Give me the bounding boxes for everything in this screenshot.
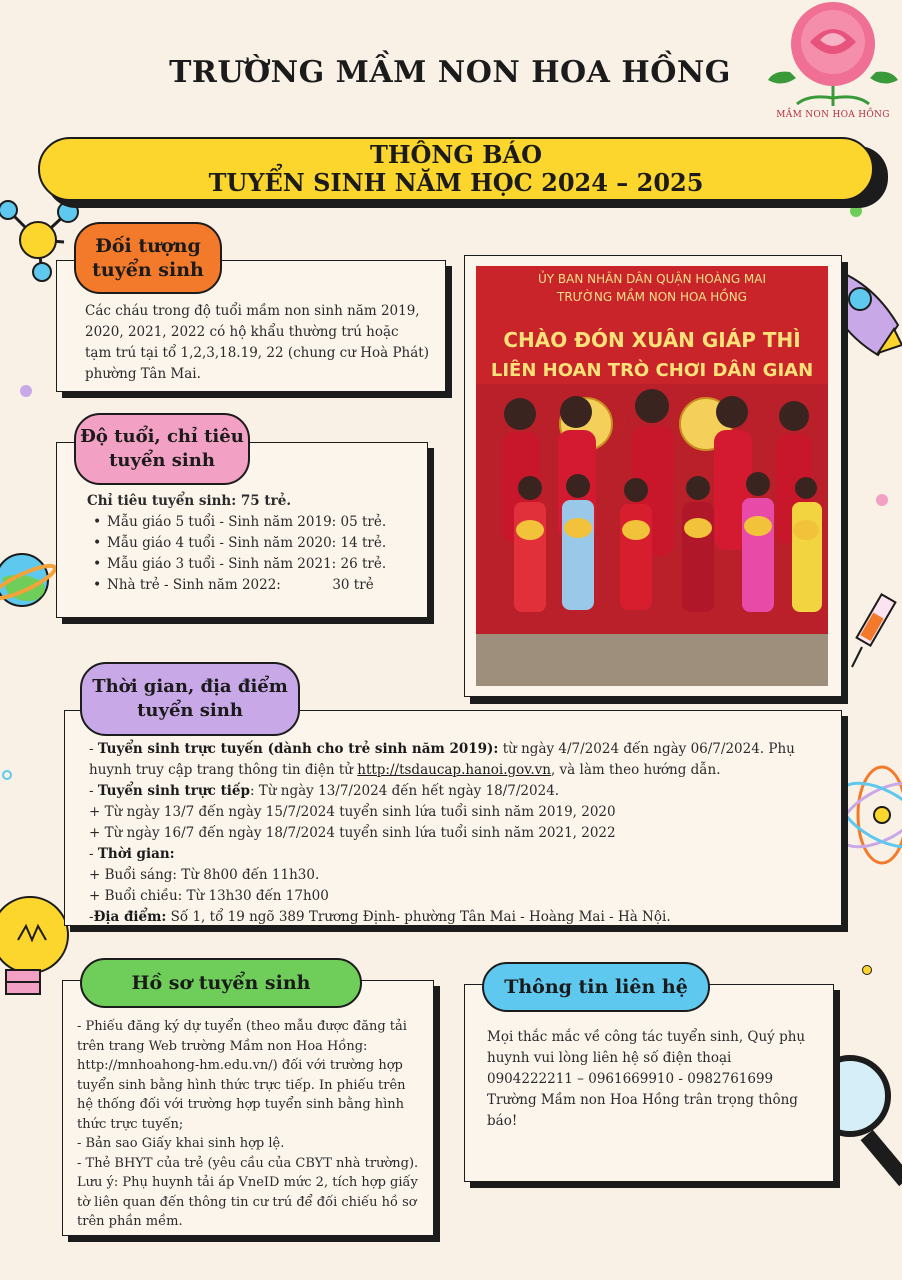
photo-caption-1: ỦY BAN NHÂN DÂN QUẬN HOÀNG MAI [537,272,767,286]
place-label: Địa điểm: [93,909,167,925]
documents-item-3: - Thẻ BHYT của trẻ (yêu cầu của CBYT nhà trường). [77,1155,419,1171]
photo-caption-2: TRƯỜNG MẦM NON HOA HỒNG [557,290,747,304]
online-url-link[interactable]: http://tsdaucap.hanoi.gov.vn [357,762,551,778]
event-photo [476,266,828,686]
dot-decoration [20,385,32,397]
quota-item: • Mẫu giáo 4 tuổi - Sinh năm 2020: 14 trẻ. [87,533,415,554]
photo-caption-4: LIÊN HOAN TRÒ CHƠI DÂN GIAN [490,360,814,381]
quota-tag-line-1: Độ tuổi, chỉ tiêu [80,426,244,447]
planet-decoration [0,540,60,620]
direct-period-1: + Từ ngày 13/7 đến ngày 15/7/2024 tuyển sinh lứa tuổi sinh năm 2019, 2020 [89,804,616,820]
quota-tag-line-2: tuyển sinh [109,450,215,471]
direct-period-2: + Từ ngày 16/7 đến ngày 18/7/2024 tuyển sinh lứa tuổi sinh năm 2021, 2022 [89,825,616,841]
documents-item-2: - Bản sao Giấy khai sinh hợp lệ. [77,1136,285,1151]
documents-note: Lưu ý: Phụ huynh tải áp VneID mức 2, tích hợp giấy tờ liên quan đến thông tin cư trú để đối chiếu hồ sơ trên phần mềm. [77,1175,418,1229]
contact-box [464,984,834,1182]
target-tag-line-1: Đối tượng [95,235,201,257]
online-label: Tuyển sinh trực tuyến (dành cho trẻ sinh năm 2019): [97,741,499,757]
quota-tag [74,413,250,485]
photo-number: 2 [616,411,629,435]
dot-decoration [876,494,888,506]
syringe-decoration [850,585,902,675]
documents-tag [80,958,362,1008]
online-tail: , và làm theo hướng dẫn. [550,762,721,778]
schedule-time: - Thời gian: [89,846,175,862]
documents-text: - Phiếu đăng ký dự tuyển (theo mẫu được đăng tải trên trang Web trường Mầm non Hoa Hồng: http://mnhoahong-hm.edu.vn/) đối với trường hợp tuyển sinh bằng hình thức trực tiếp. In phiếu trên hệ thống đối với trường hợp tuyển sinh bằng hình thức trực tuyến; [77,1019,407,1132]
documents-box [62,980,434,1236]
schedule-place: -Địa điểm: Số 1, tổ 19 ngõ 389 Trương Định- phường Tân Mai - Hoàng Mai - Hà Nội. [89,909,671,925]
contact-tag-title: Thông tin liên hệ [504,976,688,998]
schedule-box [64,710,842,926]
quota-item: • Mẫu giáo 3 tuổi - Sinh năm 2021: 26 trẻ. [87,554,415,575]
announcement-banner [38,137,874,201]
atom-decoration [848,760,902,870]
people-illustration [476,384,828,686]
schedule-tag-line-2: tuyển sinh [137,700,243,721]
dot-decoration [2,770,12,780]
time-label: Thời gian: [97,846,175,862]
direct-text: : Từ ngày 13/7/2024 đến hết ngày 18/7/2024. [249,783,560,799]
school-logo [768,2,898,122]
contact-tag [482,962,710,1012]
dot-decoration [862,965,872,975]
schedule-online: - Tuyển sinh trực tuyến (dành cho trẻ sinh năm 2019): từ ngày 4/7/2024 đến ngày 06/7/2024. Phụ huynh truy cập trang thông tin điện tử http://tsdaucap.hanoi.gov.vn, và làm theo hướng dẫn. [89,741,795,778]
schedule-direct: - Tuyển sinh trực tiếp: Từ ngày 13/7/2024 đến hết ngày 18/7/2024. [89,783,560,799]
online-text: từ ngày 4/7/2024 đến ngày 06/7/2024. Phụ huynh truy cập trang thông tin điện tử [89,741,795,778]
banner-line-2: TUYỂN SINH NĂM HỌC 2024 – 2025 [208,168,704,197]
quota-list [87,512,415,596]
school-title: TRƯỜNG MẦM NON HOA HỒNG [169,55,731,90]
quota-item: • Mẫu giáo 5 tuổi - Sinh năm 2019: 05 trẻ. [87,512,415,533]
quota-item: • Nhà trẻ - Sinh năm 2022: 30 trẻ [87,575,415,596]
quota-total: Chỉ tiêu tuyển sinh: 75 trẻ. [87,493,292,509]
logo-text: MẦM NON HOA HỒNG [776,110,890,120]
contact-closing: Trường Mầm non Hoa Hồng trân trọng thông báo! [487,1092,798,1129]
schedule-tag [80,662,300,736]
target-tag-line-2: tuyển sinh [92,259,204,281]
contact-text: Mọi thắc mắc về công tác tuyển sinh, Quý phụ huynh vui lòng liên hệ số điện thoại 0904222211 – 0961669910 - 0982761699 [487,1029,806,1087]
direct-label: Tuyển sinh trực tiếp [97,783,250,799]
target-text: Các cháu trong độ tuổi mầm non sinh năm 2019, 2020, 2021, 2022 có hộ khẩu thường trú hoặc tạm trú tại tổ 1,2,3,18.19, 22 (chung cư Hoà Phát) phường Tân Mai. [85,303,429,382]
morning-hours: + Buổi sáng: Từ 8h00 đến 11h30. [89,867,320,883]
target-tag [74,222,222,294]
place-text: Số 1, tổ 19 ngõ 389 Trương Định- phường Tân Mai - Hoàng Mai - Hà Nội. [170,909,671,925]
schedule-tag-line-1: Thời gian, địa điểm [92,676,288,697]
photo-caption-3: CHÀO ĐÓN XUÂN GIÁP THÌ [503,328,801,352]
rose-icon [768,2,898,110]
afternoon-hours: + Buổi chiều: Từ 13h30 đến 17h00 [89,888,329,904]
event-photo-frame [464,255,842,697]
banner-line-1: THÔNG BÁO [369,140,543,169]
documents-tag-title: Hồ sơ tuyển sinh [131,972,311,994]
